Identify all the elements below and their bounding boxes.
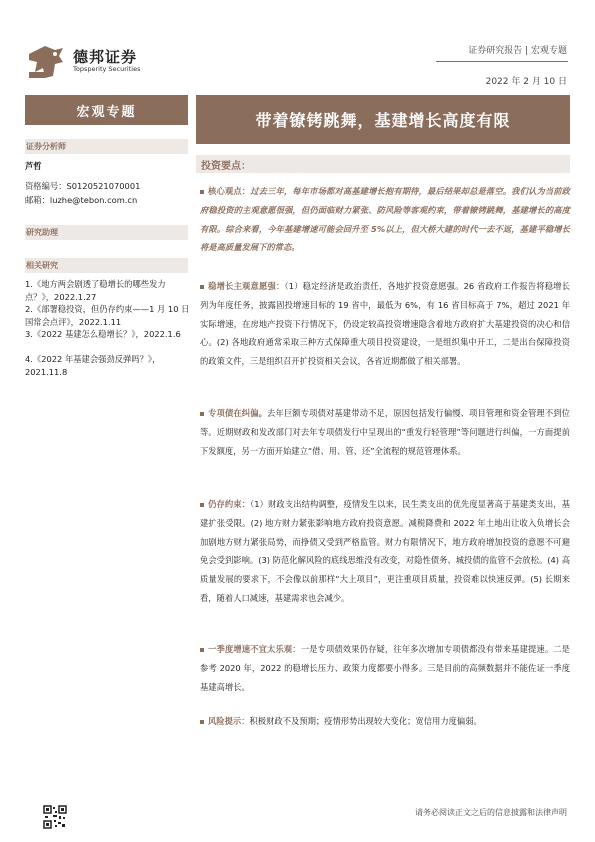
special-bond-text: 去年巨额专项债对基建带动不足，原因包括发行偏慢、项目管理和资金管理不到位等。近期财政和发改部门对去年专项债发行中呈现出的“重发行轻管理”等问题进行纠偏，一方面提前下发额度，另一方面开始建立“借、用、管、还”全流程的规范管理体系。 xyxy=(200,408,570,456)
header-divider xyxy=(436,61,568,62)
bullet-icon xyxy=(200,720,204,724)
logo-text-en: Topsperity Securities xyxy=(73,65,141,73)
risk-paragraph xyxy=(200,712,570,731)
assistant-heading-label: 研究助理 xyxy=(26,228,58,237)
q1-text: 一是专项债效果仍存疑，往年多次增加专项债都没有带来基建提速。二是参考 2020 年，2022 的稳增长压力、政策力度都要小得多。三是目前的高频数据并不能佐证一季度基建高增长。 xyxy=(200,644,570,692)
related-heading-label: 相关研究 xyxy=(26,261,58,270)
related-report-2[interactable]: 2.《部署稳投资，但仍存约束——1 月 10 日国常会点评》，2022.1.11 xyxy=(25,304,190,327)
left-banner: 宏观专题 xyxy=(25,95,188,125)
key-points-label: 投资要点： xyxy=(201,160,251,172)
constraints-paragraph xyxy=(200,495,570,608)
analyst-heading xyxy=(25,139,188,154)
core-view-paragraph xyxy=(200,182,570,257)
assistant-heading xyxy=(25,225,188,240)
constraints-text: （1）财政支出结构调整，疫情发生以来，民生类支出的优先度显著高于基建类支出，基建扩张受限。(2) 地方财力紧张影响地方政府投资意愿。减税降费和 2022 年土地出让收入负增长会加剧地方财力紧张局势，而挣债又受到严格监管。财力有限情况下，地方政府增加投资的意愿不可避免会受到影响。(3) 防范化解风险的底线思维没有改变，对隐性债务、城投债的监管不会放松。(4) 高质量发展的要求下，不会像以前那样“大上项目”，更注重项目质量，投资难以快速反弹。(5) 长期来看，随着人口减速，基建需求也会减少。 xyxy=(200,499,570,603)
bullet-icon xyxy=(200,190,204,194)
analyst-name: 芦哲 xyxy=(25,161,42,171)
logo-text-cn: 德邦证券 xyxy=(73,48,138,66)
q1-lead: 一季度增速不宜太乐观： xyxy=(208,644,301,654)
footer-disclaimer: 请务必阅读正文之后的信息披露和法律声明 xyxy=(415,808,567,817)
willingness-lead: 稳增长主观意愿强： xyxy=(208,281,285,291)
company-logo-icon xyxy=(25,42,67,82)
bullet-icon xyxy=(200,285,204,289)
core-view-text: 过去三年，每年市场都对高基建增长抱有期待，最后结果却总是落空。我们认为当前政府稳投资的主观意愿很强，但仍面临财力紧张、防风险等客观约束，带着镣铐跳舞，基建增长的高度有限。综合来看，今年基建增速可能会回升至 5%以上，但大桥大建的时代一去不返，基建平稳增长将是高质量发展下的常态。 xyxy=(200,186,570,253)
related-report-1[interactable]: 1.《地方两会剧透了稳增长的哪些发力点？》，2022.1.27 xyxy=(25,279,166,302)
analyst-cert: 资格编号：S0120521070001 xyxy=(25,181,141,191)
bullet-icon xyxy=(200,648,204,652)
analyst-email[interactable]: 邮箱：luzhe@tebon.com.cn xyxy=(25,195,138,205)
bullet-icon xyxy=(200,412,204,416)
willingness-paragraph xyxy=(200,277,570,371)
qr-code-icon xyxy=(43,805,67,829)
core-view-lead: 核心观点： xyxy=(208,186,251,196)
analyst-heading-label: 证券分析师 xyxy=(26,142,66,151)
constraints-lead: 仍存约束： xyxy=(208,499,251,509)
bullet-icon xyxy=(200,503,204,507)
key-points-heading xyxy=(196,155,570,173)
report-title: 带着镣铐跳舞，基建增长高度有限 xyxy=(196,95,570,144)
report-type: 证券研究报告 | 宏观专题 xyxy=(468,46,567,56)
report-date: 2022 年 2 月 10 日 xyxy=(485,77,567,87)
q1-paragraph xyxy=(200,640,570,696)
related-heading xyxy=(25,258,188,273)
willingness-text: （1）稳定经济是政治责任，各地扩投资意愿强。26 省政府工作报告将稳增长列为年度任务，披露固投增速目标的 19 省中，最低为 6%，有 16 省目标高于 7%，超过 2021 年实际增速，在房地产投资下行情况下，仍设定较高投资增速隐含着地方政府扩大基建投资的决心和信心。(2) 各地政府通常采取三种方式保障重大项目投资建设，一是组织集中开工，二是出台保障投资的政策文件，三是组织召开扩投资相关会议，各省近期都做了相关部署。 xyxy=(200,281,570,367)
special-bond-paragraph xyxy=(200,404,570,460)
related-report-3[interactable]: 3.《2022 基建怎么稳增长？》，2022.1.6 xyxy=(25,329,181,339)
special-bond-lead: 专项债在纠偏。 xyxy=(208,408,268,418)
risk-lead: 风险提示： xyxy=(208,716,250,726)
related-report-4[interactable]: 4.《2022 年基建会强劲反弹吗？》，2021.11.8 xyxy=(25,354,161,377)
risk-text: 积极财政不及预期；疫情形势出现较大变化；宽信用力度偏弱。 xyxy=(249,716,482,726)
